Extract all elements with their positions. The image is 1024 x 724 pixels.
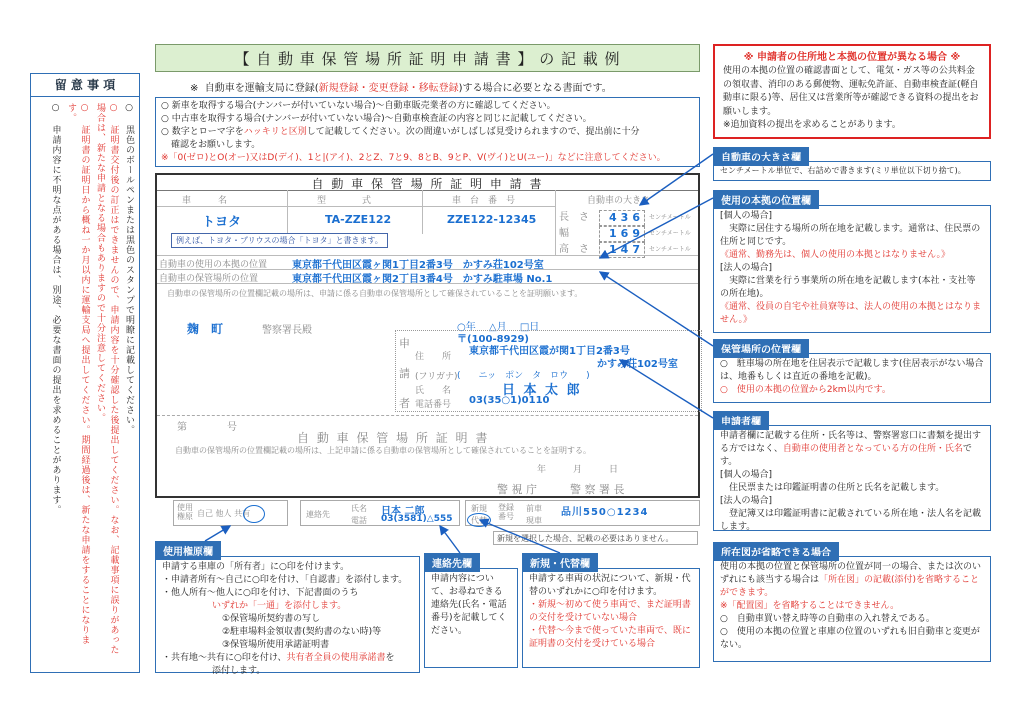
arrow-applicant [620,360,713,418]
use-right-field[interactable]: 使用 権原 自己 他人 共有 [173,500,288,526]
base-panel-tag: 使用の本拠の位置欄 [713,190,819,209]
note-4: ○ 申請内容に不明な点がある場合は、別途、必要な書面の提出を求めることがあります。 [50,103,61,515]
chassis-value[interactable]: ZZE122-12345 [447,213,537,226]
page-title: 【 自 動 車 保 管 場 所 証 明 申 請 書 】 の 記 載 例 [155,44,700,72]
contact-name-value[interactable]: 日本 二郎 [381,506,425,517]
new-note: 新規を選択した場合、記載の必要はありません。 [493,531,698,545]
address-mismatch-warning: ※ 申請者の住所地と本拠の位置が異なる場合 ※ 使用の本拠の位置の確認書面として、電気・ガス等の公共料金の領収書、消印のある郵便物、運転免許証、自動車検査証(軽自動車に限る)等、居住又は営業所等が確認できる資料の提出をお願いします。 ※追加資料の提出を求めることがあります。 [713,44,991,139]
tel-value[interactable]: 03(35○1)0110 [469,395,550,406]
note-1: ○ 黒色のボールペンまたは黒色のスタンプで明瞭に記載してください。 [124,103,134,435]
omit-panel: 使用の本拠の位置と保管場所の位置が同一の場合、または次のいずれにも該当する場合は「所在図」の記載(添付)を省略することができます。 ※「配置図」を省略することはできません。 ○ 自動車買い替え時等の自動車の入れ替えである。 ○ 使用の本拠の位置と車庫の位置のいずれも旧自動車と変更がない。 [713,556,991,662]
col-chassis: 車 台 番 号 [452,196,516,206]
note-3: ○ 証明書の証明日から概ね一か月以内に運輸支局へ提出してください。期間経過後は、新たな申請をすることになります。 [66,103,90,645]
new-replace-field[interactable]: 新規 代替 登録 番号 前車 現車 品川550○1234 [465,500,700,526]
col-model: 型 式 [317,196,372,206]
height-value[interactable]: 147 [599,242,645,258]
omit-panel-tag: 所在図が省略できる場合 [713,542,839,561]
use-right-panel: 申請する車庫の「所有者」に○印を付けます。 ・申請者所有～自己に○印を付け、「自認書」を添付します。 ・他人所有～他人に○印を付け、下記書面のうち いずれか「一通」を添付します。 ①保管場所契約書の写し ②駐車場料金領収書(契約書のない時)等 ③保管場所使用承諾証明書 ・共有地～共有に○印を付け、共有者全員の使用承諾書を 添付します。 [155,556,420,673]
storage-label: 自動車の保管場所の位置 [159,274,259,284]
arrow-use-right [205,526,230,541]
tel-label: 電話番号 [415,400,452,410]
applicant-panel: 申請者欄に記載する住所・氏名等は、警察署窓口に書類を提出する方ではなく、自動車の使用者となっている方の住所・氏名です。 [個人の場合] 住民票または印鑑証明書の住所と氏名を記載します。 [法人の場合] 登記簿又は印鑑証明書に記載されている所在地・法人名を記載します。 [713,425,991,531]
arrow-contact [440,526,460,553]
application-date[interactable]: ○年 △月 □日 [457,322,540,333]
address-line1[interactable]: 東京都千代田区霞が関1丁目2番3号 [469,346,630,357]
application-form: 自 動 車 保 管 場 所 証 明 申 請 書 車 名 型 式 車 台 番 号 自動車の大きさ トヨタ TA-ZZE122 ZZE122-12345 例えば、トヨタ・プリウスの場合「トヨタ」と書きます。 長 さ 436 センチメートル 幅 169 センチメートル 高 さ 147 センチメートル 自動車の使用の本拠の位置 東京都千代田区霞ヶ関1丁目2番3号 かすみ荘102号室 自動車の保管場所の位置 東京都千代田区霞ヶ関2丁目3番4号 かすみ駐車場 No.1 自動車の保管場所の位置欄記載の場所は、申請に係る自動車の保管場所として確保されていることを証明願います。 麹 町 警察署長殿 ○年 △月 □日 申 請 者 〒(100-8929) 住 所 東京都千代田区霞が関1丁目2番3号 かすみ荘102号室 (フリガナ) ( ニッ ポン タ ロウ ) 氏 名 日 本 太 郎 電話番号 03(35○1)0110 第 号 自 動 車 保 管 場 所 証 明 書 自動車の保管場所の位置欄記載の場所は、上記申請に係る自動車の保管場所として確保されていることを証明する。 年 月 日 警 視 庁 警 察 署 長 [155,173,700,498]
cert-number-label: 第 号 [177,422,237,433]
length-label: 長 さ [559,212,589,223]
col-size: 自動車の大きさ [587,196,651,206]
base-label: 自動車の使用の本拠の位置 [159,260,268,270]
contact-panel-tag: 連絡先欄 [424,553,480,572]
plate-value[interactable]: 品川550○1234 [561,507,649,518]
certificate-office: 警 視 庁 警 察 署 長 [497,483,625,496]
arrow-newrepl [480,520,560,553]
contact-field[interactable]: 連絡先 氏名 電話 日本 二郎 03(3581)△555 [300,500,460,526]
form-title: 自 動 車 保 管 場 所 証 明 申 請 書 [157,175,698,191]
height-label: 高 さ [559,244,589,255]
arrow-size [640,154,713,205]
zip-value[interactable]: 〒(100-8929) [457,334,529,345]
base-value[interactable]: 東京都千代田区霞ヶ関1丁目2番3号 かすみ荘102号室 [292,260,544,271]
notes-header: 留 意 事 項 [31,74,139,97]
police-station[interactable]: 麹 町 [187,322,224,336]
arrow-storage [600,272,713,346]
use-right-panel-tag: 使用権原欄 [155,541,221,560]
size-panel-tag: 自動車の大きさ欄 [713,147,809,166]
certificate-title: 自 動 車 保 管 場 所 証 明 書 [297,431,490,445]
certificate-date: 年 月 日 [537,465,619,475]
car-name-value[interactable]: トヨタ [202,215,242,230]
storage-panel: ○ 駐車場の所在地を住居表示で記載します(住居表示がない場合は、地番もしくは直近の番地を記載)。 ○ 使用の本拠の位置から2km以内です。 [713,353,991,403]
width-value[interactable]: 169 [599,226,645,242]
name-value[interactable]: 日 本 太 郎 [502,383,582,398]
length-value[interactable]: 436 [599,210,645,226]
base-panel: [個人の場合] 実際に居住する場所の所在地を記載します。通常は、住民票の住所と同じです。 《通常、勤務先は、個人の使用の本拠とはなりません。》 [法人の場合] 実際に営業を行う事業所の所在地を記載します(本社・支社等の所在地)。 《通常、役員の自宅や社員寮等は、法人の使用の本拠とはなりません。》 [713,205,991,333]
size-panel: センチメートル単位で、右詰めで書きます(ミリ単位以下切り捨て)。 [713,161,991,181]
kana-label: (フリガナ) [415,372,458,382]
storage-panel-tag: 保管場所の位置欄 [713,339,809,358]
cert-request-text: 自動車の保管場所の位置欄記載の場所は、申請に係る自動車の保管場所として確保されていることを証明願います。 [167,289,583,298]
name-label: 氏 名 [415,386,452,396]
arrow-base [600,198,713,258]
chief-label: 警察署長殿 [262,325,312,336]
note-2: ○ 証明書交付後の訂正はできませんので、申請内容を十分確認した後提出してください。なお、記載事項に誤りがあった場合は、新たな申請となる場合もありますので十分注意してください。 [95,103,119,655]
address-line2[interactable]: かすみ荘102号室 [597,359,678,370]
car-name-note: 例えば、トヨタ・プリウスの場合「トヨタ」と書きます。 [171,233,388,248]
model-value[interactable]: TA-ZZE122 [325,213,392,226]
storage-value[interactable]: 東京都千代田区霞ヶ関2丁目3番4号 かすみ駐車場 No.1 [292,274,553,285]
newrepl-panel-tag: 新規・代替欄 [522,553,598,572]
contact-tel-value[interactable]: 03(3581)△555 [381,514,453,524]
address-label: 住 所 [415,352,452,362]
kana-value[interactable]: ( ニッ ポン タ ロウ ) [457,371,590,381]
col-car-name: 車 名 [182,196,228,206]
width-label: 幅 [559,228,569,239]
certificate-text: 自動車の保管場所の位置欄記載の場所は、上記申請に係る自動車の保管場所として確保されていることを証明する。 [175,446,591,455]
contact-panel: 申請内容について、お尋ねできる連絡先(氏名・電話番号)を記載してください。 [424,568,518,668]
instructions-box: ○ 新車を取得する場合(ナンバーが付いていない場合)～自動車販売業者の方に確認してください。 ○ 中古車を取得する場合(ナンバーが付いていない場合)～自動車検査証の内容と同じに記載してください。 ○ 数字とローマ字をハッキリと区別して記載してください。次の間違いがしばしば見受けられますので、提出前に十分 確認をお願いします。 ※「0(ゼロ)とO(オー)又はD(デイ)、1と|(アイ)、2とZ、7と9、8とB、9とP、V(ヴイ)とU(ユー)」などに注意してください。 [155,97,700,167]
intro-line: ※ 自動車を運輸支局に登録(新規登録・変更登録・移転登録)する場合に必要となる書面です。 [190,83,612,94]
newrepl-panel: 申請する車両の状況について、新規・代替のいずれかに○印を付けます。 ・新規～初めて使う車両で、まだ証明書の交付を受けていない場合 ・代替～今まで使っていた車両で、既に証明書の交付を受けている場合 [522,568,700,668]
applicant-panel-tag: 申請者欄 [713,411,769,430]
